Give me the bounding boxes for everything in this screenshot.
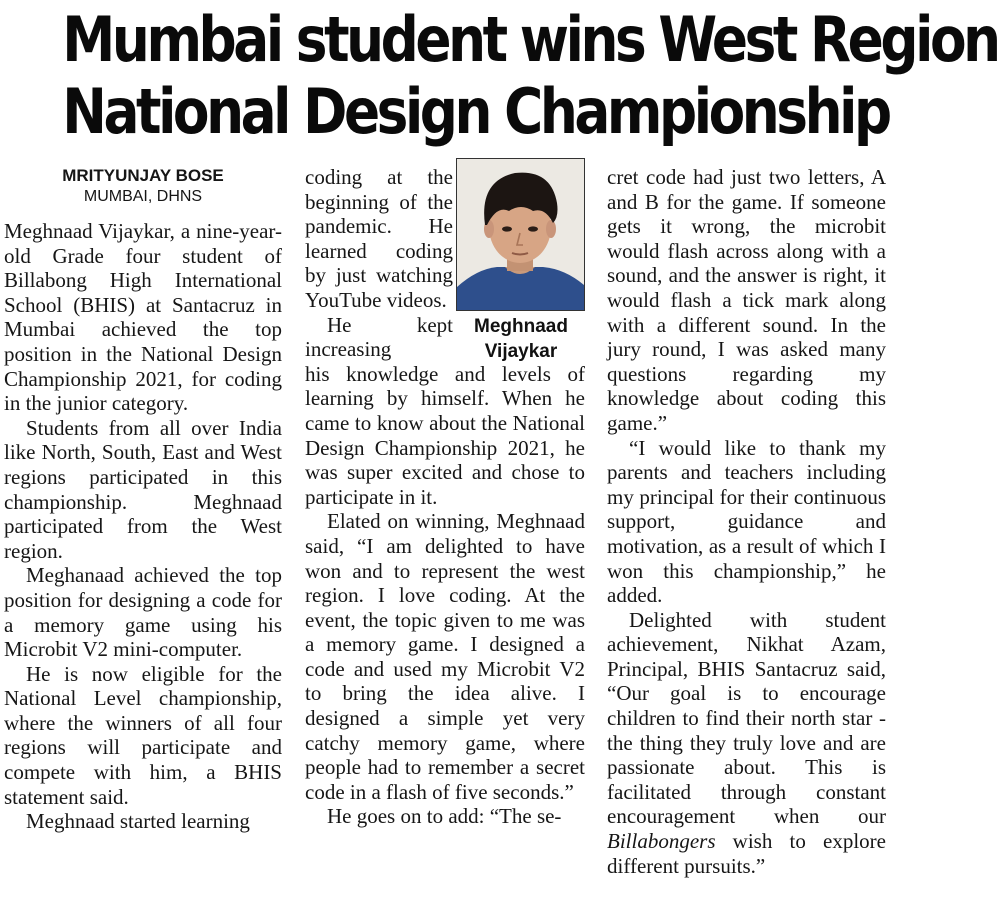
paragraph [607, 608, 886, 879]
byline [4, 165, 282, 207]
caption-line-1: Meghnaad [474, 316, 568, 337]
paragraph: Meghnaad started learning [26, 809, 250, 834]
paragraph: his knowledge and levels of learning by himself. When he came to know about the National Design Championship 2021, he was super excited and chose to participate in it. [305, 361, 585, 509]
byline-dateline: MUMBAI, DHNS [83, 188, 203, 205]
portrait-image [457, 159, 584, 310]
paragraph: coding at the beginning of the pandemic. He learned coding by just watching YouTube videos. [305, 165, 453, 312]
student-photo [456, 158, 585, 311]
headline [62, 3, 998, 148]
paragraph: Meghanaad achieved the top position for designing a code for a memory game using his Microbit V2 mini-computer. [4, 563, 282, 662]
paragraph: He goes on to add: “The se- [327, 804, 562, 829]
headline-line-1: Mumbai student wins West Region [62, 3, 998, 76]
paragraph: He kept increasing [305, 312, 453, 362]
paragraph: “I would like to thank my parents and teachers including my principal for their continuous support, guidance and motivation, as a result of which I won this championship,” he added. [607, 435, 886, 608]
paragraph: Students from all over India like North, South, East and West regions participated in this championship. Meghnaad participated from the West region. [4, 415, 282, 563]
paragraph-text: wish to explore different pursuits.” [607, 829, 886, 878]
paragraph: Elated on winning, Meghnaad said, “I am delighted to have won and to represent the west region. I love coding. At the event, the topic given to me was a memory game. I designed a code and used my Microbit V2 to bring the idea alive. I designed a simple yet very catchy memory game, where people had to remember a secret code in a flash of five seconds.” [305, 509, 585, 804]
column-1 [4, 165, 282, 834]
byline-author: MRITYUNJAY BOSE [62, 166, 224, 185]
paragraph: Meghnaad Vijaykar, a nine-year-old Grade four student of Billabong High International School (BHIS) at Santacruz in Mumbai achieved the top position in the National Design Championship 2021, for coding in the junior category. [4, 219, 282, 416]
column-3 [607, 165, 886, 878]
paragraph-text: Delighted with student achievement, Nikhat Azam, Principal, BHIS Santacruz said, “Our goal is to encourage children to find their north star - the thing they truly love and are passionate about. This is facilitated through constant encouragement when our [607, 607, 886, 829]
photo-caption [456, 314, 586, 364]
paragraph: cret code had just two letters, A and B for the game. If someone gets it wrong, the microbit would flash across along with a sound, and the answer is right, it would flash a tick mark along with a different sound. In the jury round, I was asked many questions regarding my knowledge about coding this game.” [607, 165, 886, 435]
headline-line-2: National Design Championship [62, 75, 889, 148]
paragraph: He is now eligible for the National Level championship, where the winners of all four regions will participate and compete with him, a BHIS statement said. [4, 661, 282, 809]
caption-line-2: Vijaykar [484, 341, 558, 362]
italic-term: Billabongers [607, 829, 716, 854]
